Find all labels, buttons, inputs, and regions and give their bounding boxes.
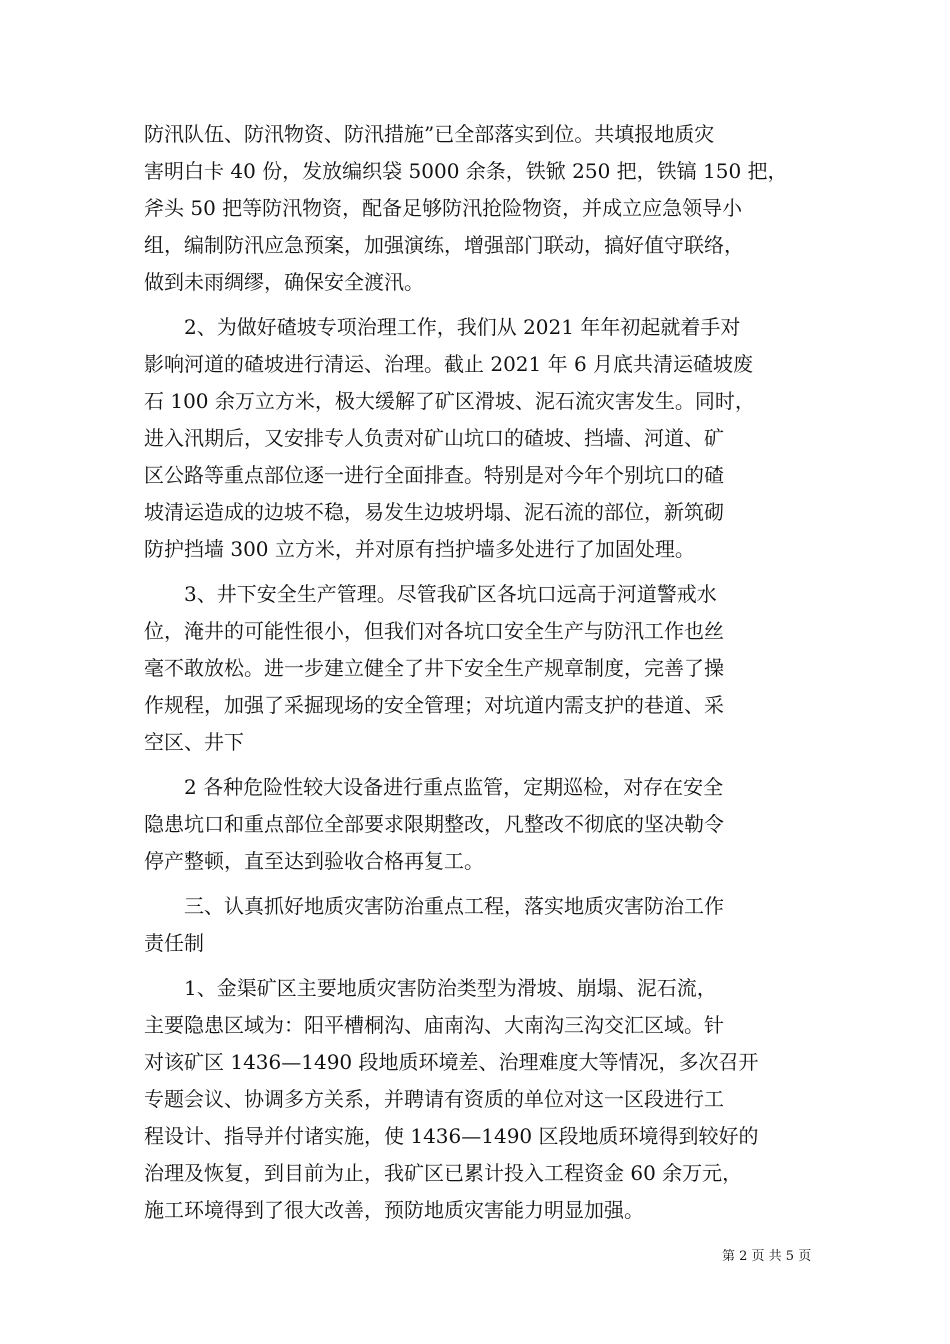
paragraph-gap: [144, 568, 824, 576]
text-line: 责任制: [144, 931, 204, 955]
page-number: 第 2 页 共 5 页: [722, 1249, 812, 1264]
paragraph: [144, 576, 824, 761]
paragraph-gap: [144, 761, 824, 769]
paragraph-gap: [144, 301, 824, 309]
text-line: 三、认真抓好地质灾害防治重点工程，落实地质灾害防治工作: [144, 894, 724, 918]
text-line: 石 100 余万立方米，极大缓解了矿区滑坡、泥石流灾害发生。同时，: [144, 389, 755, 413]
text-line: 2、为做好碴坡专项治理工作，我们从 2021 年年初起就着手对: [144, 315, 741, 339]
text-line: 1、金渠矿区主要地质灾害防治类型为滑坡、崩塌、泥石流，: [144, 976, 717, 1000]
text-line: 防护挡墙 300 立方米，并对原有挡护墙多处进行了加固处理。: [144, 537, 695, 561]
text-line: 空区、井下: [144, 730, 244, 754]
text-line: 2 各种危险性较大设备进行重点监管，定期巡检，对存在安全: [144, 775, 724, 799]
text-line: 位，淹井的可能性很小，但我们对各坑口安全生产与防汛工作也丝: [144, 619, 724, 643]
paragraph: [144, 309, 824, 568]
text-line: 3、井下安全生产管理。尽管我矿区各坑口远高于河道警戒水: [144, 582, 717, 606]
text-line: 影响河道的碴坡进行清运、治理。截止 2021 年 6 月底共清运碴坡废: [144, 352, 754, 376]
text-line: 程设计、指导并付诸实施，使 1436—1490 区段地质环境得到较好的: [144, 1124, 759, 1148]
paragraph: [144, 970, 824, 1229]
text-line: 隐患坑口和重点部位全部要求限期整改，凡整改不彻底的坚决勒令: [144, 812, 724, 836]
text-line: 专题会议、协调多方关系，并聘请有资质的单位对这一区段进行工: [144, 1087, 724, 1111]
text-line: 对该矿区 1436—1490 段地质环境差、治理难度大等情况，多次召开: [144, 1050, 759, 1074]
text-line: 进入汛期后，又安排专人负责对矿山坑口的碴坡、挡墙、河道、矿: [144, 426, 724, 450]
text-line: 害明白卡 40 份，发放编织袋 5000 余条，铁锨 250 把，铁镐 150 把，: [144, 159, 788, 183]
text-line: 做到未雨绸缪，确保安全渡汛。: [144, 270, 424, 294]
text-line: 毫不敢放松。进一步建立健全了井下安全生产规章制度，完善了操: [144, 656, 724, 680]
text-line: 停产整顿，直至达到验收合格再复工。: [144, 849, 484, 873]
text-line: 斧头 50 把等防汛物资，配备足够防汛抢险物资，并成立应急领导小: [144, 196, 743, 220]
paragraph: [144, 769, 824, 880]
text-line: 防汛队伍、防汛物资、防汛措施”已全部落实到位。共填报地质灾: [144, 122, 715, 146]
document-body: [144, 116, 824, 1229]
text-line: 主要隐患区域为：阳平槽桐沟、庙南沟、大南沟三沟交汇区域。针: [144, 1013, 724, 1037]
paragraph-gap: [144, 962, 824, 970]
text-line: 组，编制防汛应急预案，加强演练，增强部门联动，搞好值守联络，: [144, 233, 744, 257]
text-line: 区公路等重点部位逐一进行全面排查。特别是对今年个别坑口的碴: [144, 463, 724, 487]
text-line: 治理及恢复，到目前为止，我矿区已累计投入工程资金 60 余万元，: [144, 1161, 743, 1185]
text-line: 坡清运造成的边坡不稳，易发生边坡坍塌、泥石流的部位，新筑砌: [144, 500, 724, 524]
text-line: 施工环境得到了很大改善，预防地质灾害能力明显加强。: [144, 1198, 644, 1222]
paragraph: [144, 888, 824, 962]
paragraph: [144, 116, 824, 301]
paragraph-gap: [144, 880, 824, 888]
text-line: 作规程，加强了采掘现场的安全管理；对坑道内需支护的巷道、采: [144, 693, 724, 717]
